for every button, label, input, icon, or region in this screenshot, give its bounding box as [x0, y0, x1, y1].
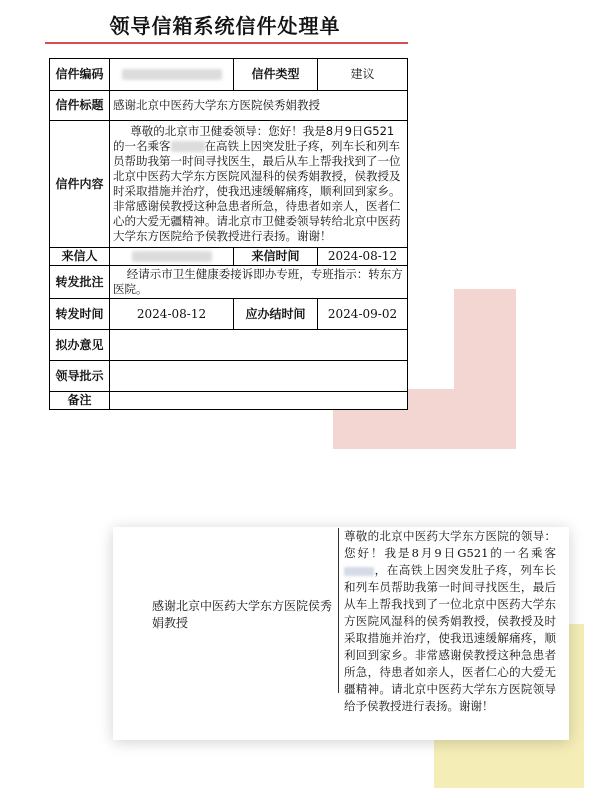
table-row	[50, 392, 408, 410]
label-letter-type: 信件类型	[234, 59, 318, 91]
redacted-sender	[132, 251, 212, 262]
value-received-time: 2024-08-12	[318, 248, 408, 266]
document-divider	[338, 528, 339, 693]
value-letter-no	[110, 59, 234, 91]
value-letter-content	[110, 121, 408, 248]
label-sender: 来信人	[50, 248, 110, 266]
label-received-time: 来信时间	[234, 248, 318, 266]
table-row	[50, 361, 408, 392]
redacted-passenger-name	[344, 567, 374, 576]
table-row	[50, 91, 408, 121]
value-letter-type: 建议	[318, 59, 408, 91]
label-letter-content: 信件内容	[50, 121, 110, 248]
value-forward-time: 2024-08-12	[110, 299, 234, 330]
label-leader-note: 领导批示	[50, 361, 110, 392]
label-forward-time: 转发时间	[50, 299, 110, 330]
title-underline	[45, 42, 408, 44]
value-sender	[110, 248, 234, 266]
label-due-time: 应办结时间	[234, 299, 318, 330]
value-due-time: 2024-09-02	[318, 299, 408, 330]
label-remark: 备注	[50, 392, 110, 410]
form-title: 领导信箱系统信件处理单	[109, 14, 341, 38]
table-row	[50, 121, 408, 248]
value-forward-note: 经请示市卫生健康委接诉即办专班，专班指示：转东方医院。	[110, 266, 408, 299]
letter-processing-table	[49, 58, 408, 410]
document-body-part2: ，在高铁上因突发肚子疼，列车长和列车员帮助我第一时间寻找医生，最后从车上帮我找到了一位北京中医药大学东方医院风湿科的侯秀娟教授，侯教授及时采取措施并治疗，使我迅速缓解痛疼，顺利回到家乡。非常感谢侯教授这种急患者所急，待患者如亲人，医者仁心的大爱无疆精神。请北京中医药大学东方医院领导给予侯教授进行表扬。谢谢！	[344, 563, 556, 713]
value-letter-title: 感谢北京中医药大学东方医院侯秀娟教授	[110, 91, 408, 121]
table-row	[50, 299, 408, 330]
redacted-letter-no	[122, 69, 222, 80]
letter-content-part2: 在高铁上因突发肚子疼，列车长和列车员帮助我第一时间寻找医生，最后从车上帮我找到了一位北京中医药大学东方医院风湿科的侯秀娟教授，侯教授及时采取措施并治疗，使我迅速缓解痛疼，顺利回到家乡。非常感谢侯教授这种急患者所急，待患者如亲人，医者仁心的大爱无疆精神。请北京市卫健委领导转给北京中医药大学东方医院给予侯教授进行表扬。谢谢！	[113, 139, 401, 243]
document-title: 感谢北京中医药大学东方医院侯秀娟教授	[152, 599, 333, 630]
table-row	[50, 59, 408, 91]
redacted-passenger-name	[171, 141, 205, 152]
table-row	[50, 248, 408, 266]
value-remark	[110, 392, 408, 410]
document-body-part1: 尊敬的北京中医药大学东方医院的领导：您好！我是8月9日G521的一名乘客	[344, 529, 556, 560]
value-draft-opinion	[110, 330, 408, 361]
label-letter-title: 信件标题	[50, 91, 110, 121]
table-row	[50, 266, 408, 299]
label-draft-opinion: 拟办意见	[50, 330, 110, 361]
label-forward-note: 转发批注	[50, 266, 110, 299]
label-letter-no: 信件编码	[50, 59, 110, 91]
letter-content-part1: 尊敬的北京市卫健委领导：您好！我是8月9日G521的一名乘客	[113, 124, 395, 153]
table-row	[50, 330, 408, 361]
document-body	[344, 528, 556, 715]
value-leader-note	[110, 361, 408, 392]
